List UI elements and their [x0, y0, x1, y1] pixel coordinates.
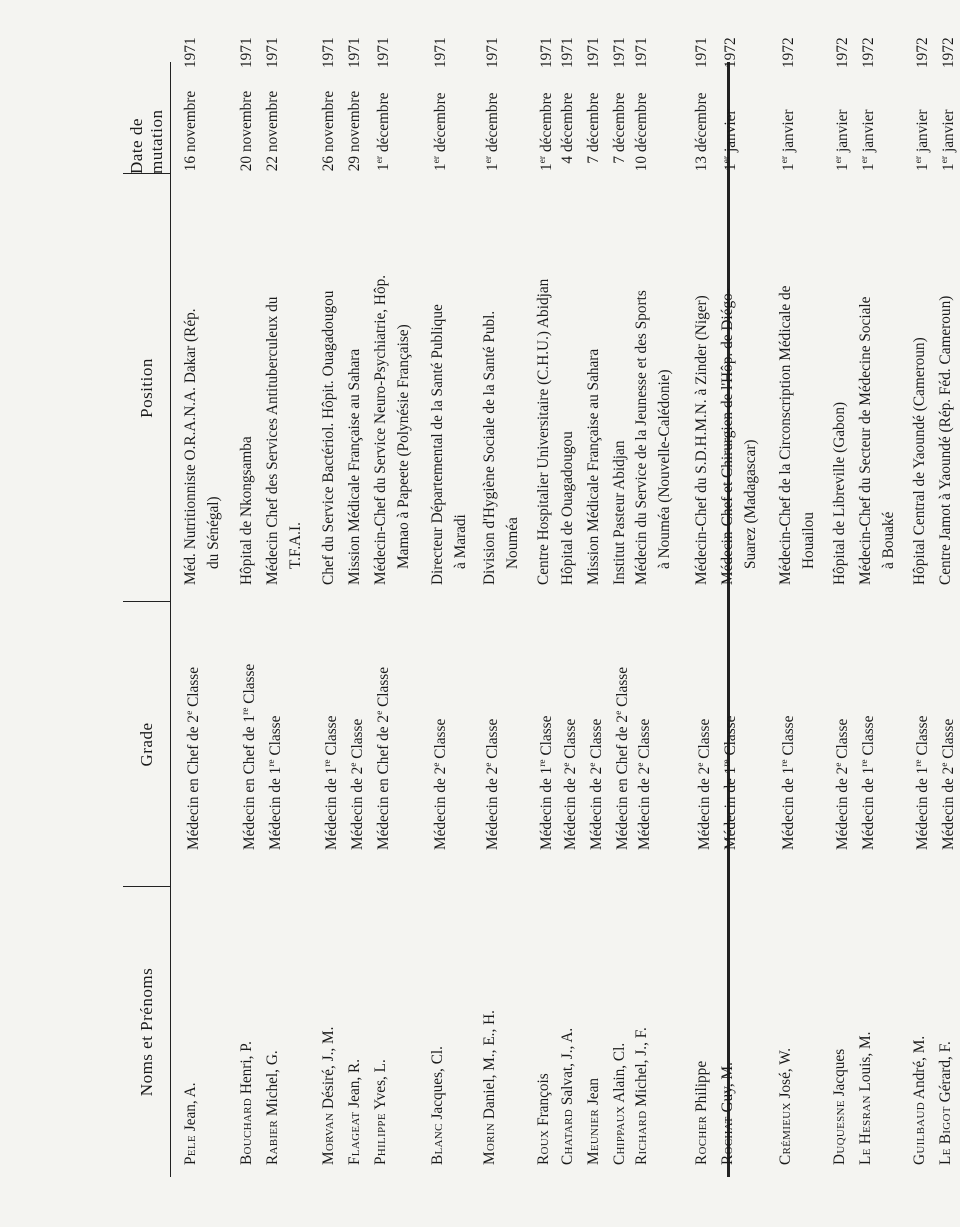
- row-date-day: 1er: [834, 156, 852, 172]
- row-date-year: 1971: [484, 37, 502, 68]
- row-date-year: 1972: [722, 37, 740, 68]
- row-date-year: 1971: [611, 37, 628, 68]
- row-date-year: 1971: [182, 37, 199, 68]
- row-position-line: Médecin-Chef du Secteur de Médecine Sociale: [857, 296, 874, 585]
- row-grade: Médecin de 1re Classe: [323, 715, 341, 850]
- row-date-day: 4: [559, 156, 576, 164]
- row-name: Meunier Jean: [585, 1077, 602, 1165]
- row-date: [369, 37, 395, 172]
- row-grade: Médecin de 2e Classe: [562, 718, 580, 850]
- row-date-day: 7: [585, 156, 602, 164]
- row-position: [179, 185, 225, 585]
- row-position-line: T.F.A.I.: [287, 522, 304, 569]
- row-position: [369, 185, 415, 585]
- row-date: [908, 37, 934, 172]
- row-date-year: 1971: [264, 37, 281, 68]
- row-date: [716, 37, 742, 172]
- row-date-year: 1971: [346, 37, 363, 68]
- row-date-day: 1er: [940, 156, 958, 172]
- row-date: [630, 37, 653, 172]
- row-position-line: du Sénégal): [205, 496, 222, 569]
- row-name: Bouchard Henri, P.: [238, 1041, 255, 1165]
- row-date: [690, 37, 713, 172]
- row-grade: Médecin de 1re Classe: [722, 715, 740, 850]
- row-name: Blanc Jacques, Cl.: [429, 1046, 446, 1165]
- row-date-year: 1972: [940, 37, 958, 68]
- row-date-month: janvier: [914, 109, 932, 152]
- row-date: [261, 37, 284, 172]
- row-name: Morin Daniel, M., E., H.: [481, 1009, 498, 1165]
- row-date: [235, 37, 258, 172]
- row-date-year: 1972: [780, 37, 798, 68]
- row-position-line: Centre Hospitalier Universitaire (C.H.U.) Abidjan: [535, 278, 552, 585]
- row-grade: Médecin de 1re Classe: [914, 715, 932, 850]
- row-date-year: 1972: [834, 37, 852, 68]
- row-position: [774, 185, 820, 585]
- row-grade: Médecin de 1re Classe: [538, 715, 556, 850]
- row-position-line: Médecin-Chef du Service Neuro-Psychiatrie, Hôp.: [372, 274, 389, 585]
- row-position-line: Chef du Service Bactériol. Hôpit. Ouagadougou: [320, 290, 337, 585]
- row-grade: Médecin de 2e Classe: [588, 718, 606, 850]
- row-date: [774, 37, 800, 172]
- row-name: Philippe Yves, L.: [372, 1059, 389, 1165]
- row-date: [828, 37, 854, 172]
- row-date-year: 1971: [633, 37, 650, 68]
- row-date-year: 1971: [693, 37, 710, 68]
- row-date-year: 1971: [432, 37, 450, 68]
- row-name: Guilbaud André, M.: [911, 1035, 928, 1165]
- row-position: [261, 185, 307, 585]
- row-date-year: 1971: [320, 37, 337, 68]
- row-position: [908, 185, 931, 585]
- row-date-day: 1er: [860, 156, 878, 172]
- row-position-line: Division d'Hygiène Sociale de la Santé Publ.: [481, 310, 498, 585]
- row-grade: Médecin de 1re Classe: [267, 715, 285, 850]
- row-date-year: 1971: [585, 37, 602, 68]
- row-position-line: à Bouaké: [880, 511, 897, 569]
- row-position: [582, 185, 605, 585]
- row-date: [478, 37, 504, 172]
- row-name: Rabier Michel, G.: [264, 1050, 281, 1165]
- row-grade: Médecin de 2e Classe: [432, 718, 450, 850]
- header-position: Position: [136, 358, 156, 418]
- row-date-month: décembre: [693, 92, 710, 152]
- row-position-line: Houailou: [800, 512, 817, 569]
- row-date-month: novembre: [346, 90, 363, 152]
- row-date: [608, 37, 631, 172]
- header-date: Date de mutation: [126, 109, 166, 174]
- row-position-line: Méd. Nutritionniste O.R.A.N.A. Dakar (Rép.: [182, 308, 199, 585]
- row-name: Morvan Désiré, J., M.: [320, 1026, 337, 1165]
- row-grade: Médecin de 1re Classe: [780, 715, 798, 850]
- row-position-line: Suarez (Madagascar): [742, 439, 759, 569]
- row-date-month: janvier: [860, 109, 878, 152]
- row-date: [532, 37, 558, 172]
- row-position: [934, 185, 957, 585]
- row-grade: Médecin en Chef de 2e Classe: [185, 666, 203, 850]
- row-position-line: Centre Jamot à Yaoundé (Rép. Féd. Cameroun): [937, 295, 954, 585]
- row-date-month: novembre: [182, 90, 199, 152]
- row-date: [854, 37, 880, 172]
- row-date-day: 10: [633, 156, 650, 172]
- row-position: [317, 185, 340, 585]
- row-position: [343, 185, 366, 585]
- row-date-month: décembre: [432, 92, 450, 152]
- header-names: Noms et Prénoms: [136, 967, 156, 1097]
- row-position: [532, 185, 555, 585]
- header-rule: [170, 62, 171, 1177]
- row-position: [630, 185, 676, 585]
- row-date-year: 1971: [238, 37, 255, 68]
- row-name: Rochat Guy, M.: [719, 1062, 736, 1165]
- row-date-day: 1er: [432, 156, 450, 172]
- row-date-day: 20: [238, 156, 255, 172]
- row-date-month: décembre: [538, 92, 556, 152]
- row-name: Pele Jean, A.: [182, 1082, 199, 1165]
- row-name: Chippaux Alain, Cl.: [611, 1042, 628, 1165]
- row-date: [934, 37, 960, 172]
- row-position-line: Hôpital Central de Yaoundé (Cameroun): [911, 337, 928, 585]
- row-grade: Médecin de 1re Classe: [860, 715, 878, 850]
- row-date-year: 1972: [914, 37, 932, 68]
- row-date-month: novembre: [264, 90, 281, 152]
- row-position-line: Médecin-Chef du S.D.H.M.N. à Zinder (Niger): [693, 295, 710, 585]
- row-position: [556, 185, 579, 585]
- row-date-month: novembre: [238, 90, 255, 152]
- row-date-day: 1er: [780, 156, 798, 172]
- row-date-month: janvier: [940, 109, 958, 152]
- row-grade: Médecin de 2e Classe: [834, 718, 852, 850]
- row-position-line: Hôpital de Libreville (Gabon): [831, 401, 848, 585]
- row-grade: Médecin en Chef de 2e Classe: [614, 666, 632, 850]
- row-position: [716, 185, 762, 585]
- row-date-day: 1er: [484, 156, 502, 172]
- row-date: [556, 37, 579, 172]
- row-position: [828, 185, 851, 585]
- row-date-day: 26: [320, 156, 337, 172]
- row-grade: Médecin de 2e Classe: [696, 718, 714, 850]
- row-position: [690, 185, 713, 585]
- row-position-line: Médecin du Service de la Jeunesse et des Sports: [633, 290, 650, 585]
- row-date-day: 1er: [914, 156, 932, 172]
- row-date-year: 1971: [375, 37, 393, 68]
- row-date-day: 16: [182, 156, 199, 172]
- row-date-month: décembre: [559, 92, 576, 152]
- row-date-day: 7: [611, 156, 628, 164]
- row-grade: Médecin en Chef de 2e Classe: [375, 666, 393, 850]
- row-position-line: Mission Médicale Française au Sahara: [585, 348, 602, 585]
- row-date-month: décembre: [484, 92, 502, 152]
- row-grade: Médecin de 2e Classe: [636, 718, 654, 850]
- rotated-document-table: [119, 37, 958, 1177]
- row-date-day: 13: [693, 156, 710, 172]
- row-position-line: Mamao à Papeete (Polynésie Française): [395, 324, 412, 569]
- row-date-day: 1er: [538, 156, 556, 172]
- row-position: [478, 185, 524, 585]
- row-date: [179, 37, 202, 172]
- row-name: Le Bigot Gérard, F.: [937, 1041, 954, 1165]
- row-date-year: 1971: [559, 37, 576, 68]
- row-date: [426, 37, 452, 172]
- row-position-line: Médecin Chef des Services Antituberculeux du: [264, 296, 281, 585]
- row-date-day: 29: [346, 156, 363, 172]
- row-date-month: décembre: [585, 92, 602, 152]
- row-position: [854, 185, 900, 585]
- row-position-line: Directeur Départemental de la Santé Publique: [429, 304, 446, 585]
- row-date-month: janvier: [780, 109, 798, 152]
- row-position-line: à Nouméa (Nouvelle-Calédonie): [656, 369, 673, 569]
- row-position-line: à Maradi: [452, 514, 469, 569]
- row-name: Crémieux José, W.: [777, 1047, 794, 1165]
- row-position-line: Hôpital de Ouagadougou: [559, 431, 576, 585]
- row-date-day: 1er: [375, 156, 393, 172]
- row-grade: Médecin de 2e Classe: [940, 718, 958, 850]
- row-name: Rocher Philippe: [693, 1060, 710, 1165]
- row-name: Richard Michel, J., F.: [633, 1027, 650, 1165]
- row-date: [582, 37, 605, 172]
- row-position-line: Hôpital de Nkongsamba: [238, 436, 255, 585]
- row-position-line: Mission Médicale Française au Sahara: [346, 348, 363, 585]
- row-date-month: janvier: [722, 109, 740, 152]
- table-header: [123, 62, 170, 1177]
- row-date-day: 1er: [722, 156, 740, 172]
- row-name: Flageat Jean, R.: [346, 1058, 363, 1165]
- row-name: Le Hesran Louis, M.: [857, 1031, 874, 1165]
- row-name: Chatard Salvat, J., A.: [559, 1027, 576, 1165]
- row-grade: Médecin en Chef de 1re Classe: [241, 663, 259, 850]
- row-position-line: Institut Pasteur Abidjan: [611, 440, 628, 585]
- row-position-line: Médecin-Chef de la Circonscription Médicale de: [777, 285, 794, 585]
- row-date-year: 1971: [538, 37, 556, 68]
- row-position: [608, 185, 631, 585]
- row-grade: Médecin de 2e Classe: [349, 718, 367, 850]
- row-date-month: janvier: [834, 109, 852, 152]
- row-date: [317, 37, 340, 172]
- header-grade: Grade: [136, 722, 156, 767]
- row-date: [343, 37, 366, 172]
- row-date-day: 22: [264, 156, 281, 172]
- row-date-month: novembre: [320, 90, 337, 152]
- row-name: Duquesne Jacques: [831, 1048, 848, 1165]
- row-position: [426, 185, 472, 585]
- row-name: Roux François: [535, 1073, 552, 1165]
- row-grade: Médecin de 2e Classe: [484, 718, 502, 850]
- row-position: [235, 185, 258, 585]
- row-position-line: Médecin-Chef et Chirurgien de l'Hôp. de Diégo-: [719, 288, 736, 585]
- row-date-year: 1972: [860, 37, 878, 68]
- row-date-month: décembre: [375, 92, 393, 152]
- row-position-line: Nouméa: [504, 517, 521, 569]
- row-date-month: décembre: [633, 92, 650, 152]
- row-date-month: décembre: [611, 92, 628, 152]
